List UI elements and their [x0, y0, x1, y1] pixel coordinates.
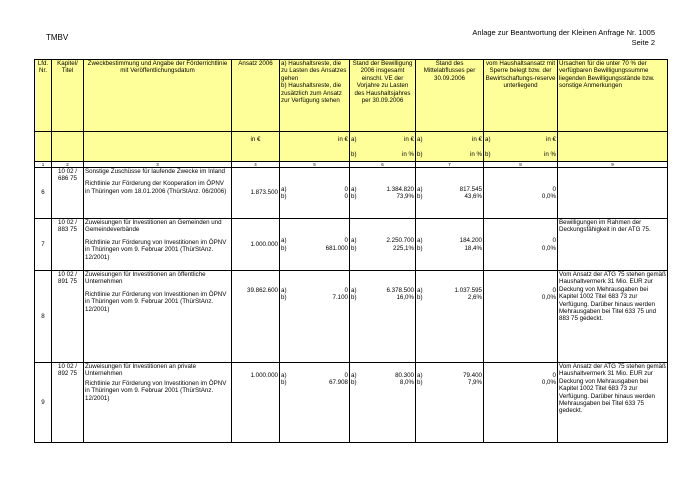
row-mittelabfluss: [416, 271, 484, 363]
row-kapitel: 10 02 / 686 75: [52, 168, 84, 219]
abfl-eur: 184.200: [459, 237, 482, 245]
row-mittelabfluss: [416, 363, 484, 443]
label-b: b): [417, 294, 423, 302]
row-sperre: [484, 168, 558, 219]
label-b: b): [417, 244, 423, 252]
col-kapitel: Kapitel/ Titel: [52, 60, 84, 132]
row-lfd: 6: [35, 168, 52, 219]
row-kapitel: 10 02 / 892 75: [52, 363, 84, 443]
label-a: a): [351, 287, 357, 294]
label-b: b): [351, 379, 357, 387]
row-ansatz: 1.000.000: [232, 219, 280, 271]
row-reste: [280, 363, 350, 443]
reste-b: 7.100: [332, 294, 348, 302]
row-lfd: 7: [35, 219, 52, 271]
label-b: b): [281, 294, 287, 302]
unit-abfl-pct: in %: [469, 150, 482, 158]
unit-abfl-eur: in €: [472, 136, 482, 144]
label-a: a): [281, 185, 287, 193]
unit-bew-pct: in %: [401, 150, 414, 158]
row-lfd: 9: [35, 363, 52, 443]
col-number: 8: [484, 162, 558, 168]
budget-table: [34, 59, 667, 443]
row-reste: [280, 168, 350, 219]
row-zweck: [84, 271, 232, 363]
col-sperre: vom Haushaltsansatz mit Sperre belegt bzw. der Bewirtschaftungs-reserve unterliegend: [484, 60, 558, 132]
row-mittelabfluss: [416, 219, 484, 271]
bew-pct: 225,1%: [393, 244, 414, 252]
row-zweck-title: Zuweisungen für Investitionen an öffentliche Unternehmen: [85, 271, 206, 286]
col-number: 6: [350, 162, 416, 168]
reste-b: 0: [344, 193, 348, 200]
col-number: 2: [52, 162, 84, 168]
unit-label-a: a): [351, 136, 357, 144]
label-b: b): [281, 193, 287, 200]
unit-sperre-pct: in %: [543, 150, 556, 158]
col-number: 5: [280, 162, 350, 168]
col-ansatz: Ansatz 2006: [232, 60, 280, 132]
label-a: a): [281, 287, 287, 294]
abfl-pct: 18,4%: [464, 244, 482, 252]
row-anmerkung: Vom Ansatz der ATG 75 stehen gemäß Haushaltvermerk 31 Mio. EUR zur Deckung von Mehrausgaben bei Kapitel 1002 Titel 683 73 zur Verfügung. Darüber hinaus werden Mehrausgaben bei Titel 633 75 und 883 75 gedeckt.: [558, 271, 668, 363]
column-header-row: [35, 60, 668, 132]
sperre-eur: 0: [552, 287, 556, 294]
label-a: a): [351, 237, 357, 245]
row-kapitel: 10 02 / 883 75: [52, 219, 84, 271]
label-a: a): [417, 237, 423, 245]
abfl-eur: 817.545: [459, 185, 482, 193]
row-ansatz: 39.862.600: [232, 271, 280, 363]
label-a: a): [417, 185, 423, 193]
table-row: [35, 219, 668, 271]
abfl-pct: 43,6%: [464, 193, 482, 200]
unit-label-b: b): [351, 150, 357, 158]
col-number: 3: [84, 162, 232, 168]
row-zweck: [84, 168, 232, 219]
bew-pct: 16,0%: [396, 294, 414, 302]
row-zweck-rl: Richtlinie zur Förderung von Investitionen im ÖPNV in Thüringen vom 9. Februar 2001 (ThürStAnz. 12/2001): [85, 238, 227, 261]
row-bewilligung: [350, 363, 416, 443]
row-zweck: [84, 363, 232, 443]
label-b: b): [351, 294, 357, 302]
label-b: b): [351, 193, 357, 200]
row-bewilligung: [350, 271, 416, 363]
label-a: a): [417, 372, 423, 379]
sperre-eur: 0: [552, 237, 556, 245]
row-sperre: [484, 363, 558, 443]
unit-ansatz: in €: [232, 132, 280, 148]
row-ansatz: 1.000.000: [232, 363, 280, 443]
col-haushaltsreste: [280, 60, 350, 132]
label-b: b): [417, 379, 423, 387]
sperre-pct: 0,0%: [541, 193, 556, 200]
bew-eur: 6.378.500: [386, 287, 414, 294]
reste-b: 67.908: [329, 379, 348, 387]
label-a: a): [417, 287, 423, 294]
row-zweck-title: Sonstige Zuschüsse für laufende Zwecke im Inland: [85, 168, 225, 175]
reste-a: 0: [344, 237, 348, 245]
header-title: Anlage zur Beantwortung der Kleinen Anfrage Nr. 1005: [472, 28, 655, 37]
col-number: 4: [232, 162, 280, 168]
row-reste: [280, 219, 350, 271]
bew-eur: 2.250.700: [386, 237, 414, 245]
row-zweck-rl: Richtlinie zur Förderung von Investitionen im ÖPNV in Thüringen vom 9. Februar 2001 (ThürStAnz. 12/2001): [85, 379, 227, 402]
bew-eur: 1.384.820: [386, 185, 414, 193]
col-number: 7: [416, 162, 484, 168]
unit-label-a: a): [417, 136, 423, 144]
row-ansatz: 1.873.500: [232, 168, 280, 219]
row-kapitel: 10 02 / 891 75: [52, 271, 84, 363]
header-left: TMBV: [46, 33, 69, 42]
abfl-eur: 79.400: [463, 372, 482, 379]
row-zweck-rl: Richtlinie zur Förderung von Investitionen im ÖPNV in Thüringen vom 9. Februar 2001 (ThürStAnz. 12/2001): [85, 290, 227, 313]
label-a: a): [351, 185, 357, 193]
sperre-pct: 0,0%: [541, 379, 556, 387]
table-row: [35, 363, 668, 443]
unit-sperre-eur: in €: [546, 136, 556, 144]
label-a: a): [281, 372, 287, 379]
reste-b: 681.000: [325, 244, 348, 252]
col-haushaltsreste-b: b) Haushaltsreste, die zusätzlich zum Ansatz zur Verfügung stehen: [281, 82, 342, 105]
unit-label-a: a): [485, 136, 491, 144]
col-haushaltsreste-a: a) Haushaltsreste, die zu Lasten des Ansatzes gehen: [281, 60, 347, 82]
label-b: b): [351, 244, 357, 252]
row-reste: [280, 271, 350, 363]
label-a: a): [351, 372, 357, 379]
bew-eur: 80.300: [395, 372, 414, 379]
row-lfd: 8: [35, 271, 52, 363]
label-b: b): [281, 244, 287, 252]
row-zweck: [84, 219, 232, 271]
row-zweck-title: Zuweisungen für Investitionen an private Unternehmen: [85, 363, 197, 378]
row-zweck-title: Zuweisungen für Investitionen an Gemeinden und Gemeindeverbände: [85, 219, 222, 234]
abfl-pct: 2,6%: [467, 294, 482, 302]
label-b: b): [281, 379, 287, 387]
row-zweck-rl: Richtlinie zur Förderung der Kooperation im ÖPNV in Thüringen vom 18.01.2006 (ThürStAnz. 06/2006): [85, 180, 227, 195]
row-sperre: [484, 219, 558, 271]
header-right: [472, 28, 655, 48]
abfl-eur: 1.037.595: [454, 287, 482, 294]
table-row: [35, 168, 668, 219]
col-lfd: Lfd. Nr.: [35, 60, 52, 132]
unit-row-eur: [35, 132, 668, 148]
col-bewilligung: Stand der Bewilligung 2006 insgesamt einschl. VE der Vorjahre zu Lasten des Haushaltsjahres per 30.09.2006: [350, 60, 416, 132]
row-anmerkung: Vom Ansatz der ATG 75 stehen gemäß Haushaltvermerk 31 Mio. EUR zur Deckung von Mehrausgaben bei Kapitel 1002 Titel 683 73 zur Verfügung. Darüber hinaus werden Mehrausgaben bei Titel 633 75 gedeckt.: [558, 363, 668, 443]
col-number: 9: [558, 162, 668, 168]
unit-reste: in €: [280, 132, 350, 148]
unit-label-b: b): [485, 150, 491, 158]
sperre-eur: 0: [552, 372, 556, 379]
row-anmerkung: Bewilligungen im Rahmen der Deckungsfähigkeit in der ATG 75.: [558, 219, 668, 271]
sperre-eur: 0: [552, 185, 556, 193]
row-sperre: [484, 271, 558, 363]
sperre-pct: 0,0%: [541, 294, 556, 302]
col-number: 1: [35, 162, 52, 168]
row-mittelabfluss: [416, 168, 484, 219]
table-row: [35, 271, 668, 363]
unit-label-b: b): [417, 150, 423, 158]
label-b: b): [417, 193, 423, 200]
col-mittelabfluss: Stand des Mittelabflusses per 30.09.2006: [416, 60, 484, 132]
reste-a: 0: [344, 372, 348, 379]
header-page: Seite 2: [631, 38, 655, 47]
sperre-pct: 0,0%: [541, 244, 556, 252]
unit-bew-eur: in €: [404, 136, 414, 144]
reste-a: 0: [344, 185, 348, 193]
abfl-pct: 7,9%: [467, 379, 482, 387]
row-bewilligung: [350, 168, 416, 219]
unit-row-pct: [35, 148, 668, 162]
reste-a: 0: [344, 287, 348, 294]
row-anmerkung: [558, 168, 668, 219]
bew-pct: 73,9%: [396, 193, 414, 200]
label-a: a): [281, 237, 287, 245]
col-zweck: Zweckbestimmung und Angabe der Förderrichtlinie mit Veröffentlichungsdatum: [84, 60, 232, 132]
row-bewilligung: [350, 219, 416, 271]
col-ursachen: Ursachen für die unter 70 % der verfügbaren Bewilligungssumme liegenden Bewilligungsstände bzw. sonstige Anmerkungen: [558, 60, 668, 132]
bew-pct: 8,0%: [399, 379, 414, 387]
